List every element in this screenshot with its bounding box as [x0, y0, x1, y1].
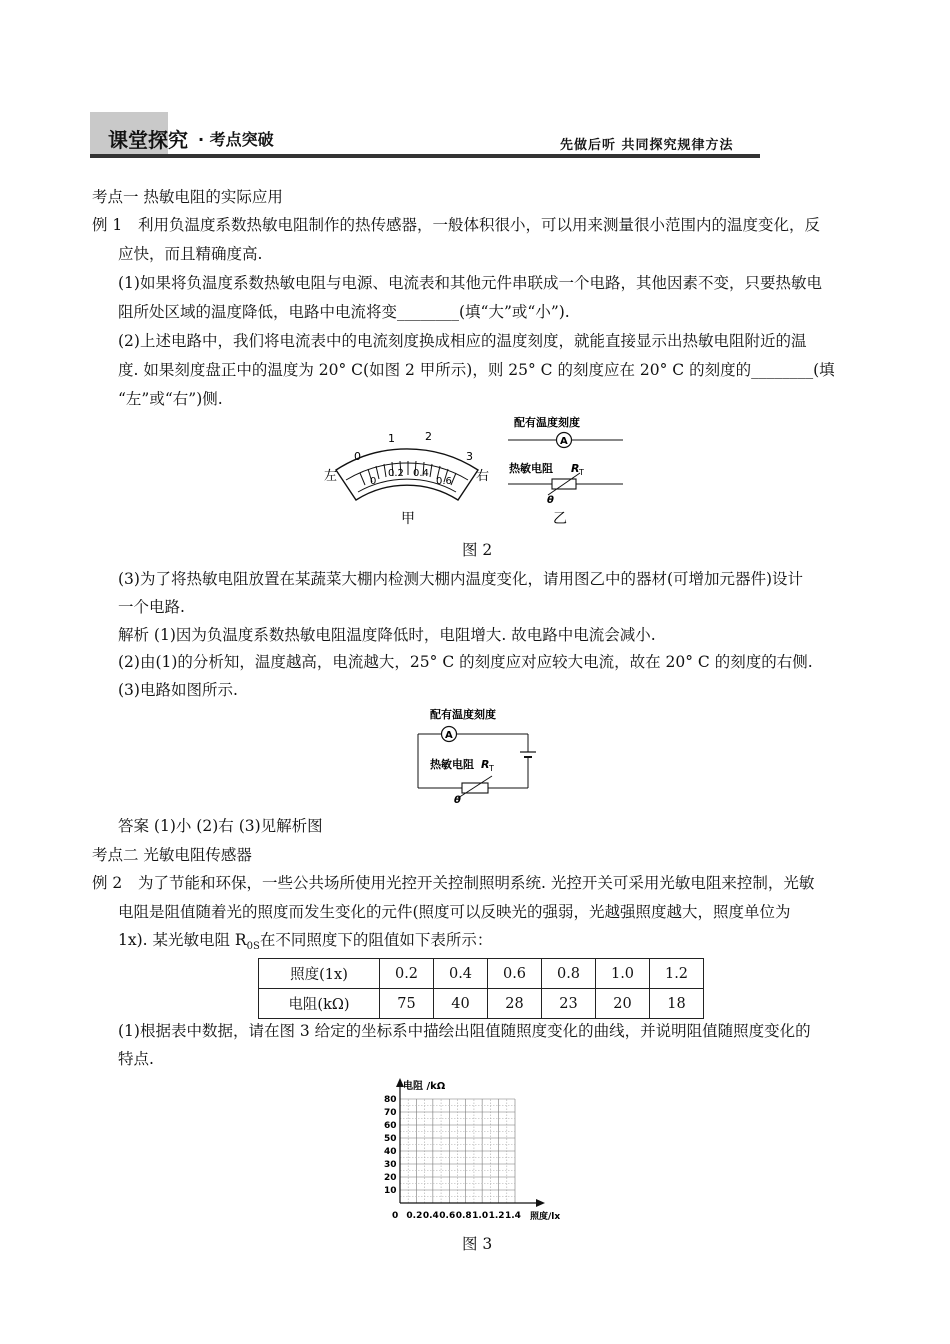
- table-cell: 75: [380, 989, 434, 1019]
- y-tick-label: 10: [384, 1186, 397, 1196]
- table-cell: 40: [434, 989, 488, 1019]
- question1-line1: (1)如果将负温度系数热敏电阻与电源、电流表和其他元件串联成一个电路，其他因素不变，只要热敏电: [118, 274, 822, 292]
- table-cell: 1.2: [650, 959, 704, 989]
- analysis-line2: (2)由(1)的分析知，温度越高，电流越大，25° C 的刻度应对应较大电流，故在 20° C 的刻度的右侧.: [118, 653, 813, 671]
- x-tick-label: 1.2: [488, 1211, 505, 1221]
- question3-line1: (3)为了将热敏电阻放置在某蔬菜大棚内检测大棚内温度变化，请用图乙中的器材(可增加元器件)设计: [118, 570, 804, 588]
- y-tick-label: 50: [384, 1134, 397, 1144]
- figure-2b-label: 乙: [553, 511, 567, 527]
- x-tick-label: 1.0: [472, 1211, 489, 1221]
- circuit-resistor-symbol: R: [481, 758, 490, 771]
- grid-lines: [400, 1099, 515, 1203]
- table-cell: 0.2: [380, 959, 434, 989]
- header-subtitle: [198, 127, 274, 150]
- x-tick-label: 0.6: [439, 1211, 456, 1221]
- question1-line2: 阻所处区域的温度降低，电路中电流将变________(填“大”或“小”).: [118, 303, 570, 321]
- x-tick-label: 0.4: [422, 1211, 439, 1221]
- meter-scale-label: 配有温度刻度: [514, 416, 580, 429]
- question3-line2: 一个电路.: [118, 598, 185, 616]
- example2-line3-rest: 在不同照度下的阻值如下表所示：: [259, 931, 493, 949]
- header-rule: [90, 154, 760, 158]
- table-cell: 28: [488, 989, 542, 1019]
- table-cell: 1.0: [596, 959, 650, 989]
- analysis-line1: 解析 (1)因为负温度系数热敏电阻温度降低时，电阻增大. 故电路中电流会减小.: [118, 626, 656, 644]
- example2-label: 例 2: [92, 874, 123, 892]
- x-tick-label: 0.8: [455, 1211, 472, 1221]
- example2-line2: 电阻是阻值随着光的照度而发生变化的元件(照度可以反映光的强弱，光越强照度越大，照度单位为: [118, 903, 791, 921]
- question2-line1: (2)上述电路中，我们将电流表中的电流刻度换成相应的温度刻度，就能直接显示出热敏电阻附近的温: [118, 332, 807, 350]
- example2-line3-text: 1x). 某光敏电阻 R: [118, 931, 247, 949]
- analysis-line3: (3)电路如图所示.: [118, 681, 238, 699]
- figure-2-caption: 图 2: [462, 541, 493, 559]
- meter-inner-tick-0: 0: [370, 476, 377, 487]
- table-cell: 23: [542, 989, 596, 1019]
- table-cell: 照度(1x): [259, 959, 380, 989]
- section2-title: 考点二 光敏电阻传感器: [92, 846, 252, 864]
- x-tick-labels: [392, 1211, 521, 1221]
- circuit-meter-label: 配有温度刻度: [430, 708, 496, 721]
- question2-1-line2: 特点.: [118, 1050, 154, 1068]
- header-right-text: 先做后听 共同探究规律方法: [560, 138, 734, 153]
- figure-3-caption: 图 3: [462, 1235, 493, 1253]
- circuit-thermistor-icon: [462, 783, 488, 793]
- y-tick-label: 30: [384, 1160, 397, 1170]
- header-title-text: 课堂探究: [108, 128, 188, 152]
- x-tick-label: 0: [392, 1211, 399, 1221]
- meter-inner-tick-1: 0.2: [388, 468, 404, 479]
- table-cell: 0.8: [542, 959, 596, 989]
- x-tick-label: 0.2: [406, 1211, 423, 1221]
- meter-outer-tick-2: 2: [425, 430, 432, 443]
- x-tick-label: 1.4: [505, 1211, 521, 1221]
- example1-line2: 应快，而且精确度高.: [118, 245, 263, 263]
- meter-right-label: 右: [476, 469, 490, 484]
- answer-line: 答案 (1)小 (2)右 (3)见解析图: [118, 817, 323, 835]
- circuit-resistor-subscript: T: [489, 764, 494, 773]
- example2-line3: [118, 930, 492, 957]
- y-tick-labels: [384, 1095, 397, 1196]
- meter-outer-tick-0: 0: [354, 450, 361, 463]
- x-axis-arrow-icon: [536, 1199, 545, 1207]
- example2-line1: 为了节能和环保，一些公共场所使用光控开关控制照明系统. 光控开关可采用光敏电阻来控制，光敏: [138, 874, 815, 892]
- header-title: [108, 124, 188, 153]
- example2-line3-subscript: 0S: [246, 941, 260, 953]
- table-cell: 18: [650, 989, 704, 1019]
- table-row: [259, 989, 704, 1019]
- thermistor-label: 热敏电阻: [509, 462, 553, 475]
- table-cell: 电阻(kΩ): [259, 989, 380, 1019]
- table-cell: 0.4: [434, 959, 488, 989]
- y-tick-label: 70: [384, 1108, 397, 1118]
- x-axis-label: 照度/lx: [530, 1212, 561, 1222]
- question2-line3: “左”或“右”)侧.: [118, 390, 223, 408]
- meter-inner-tick-2: 0.4: [413, 468, 429, 479]
- y-axis-label: 电阻 /kΩ: [403, 1081, 446, 1092]
- y-tick-label: 80: [384, 1095, 397, 1105]
- components-diagram: [508, 415, 623, 506]
- header-separator: ·: [198, 130, 205, 149]
- example1-label: 例 1: [92, 216, 123, 234]
- resistor-symbol: R: [571, 462, 580, 475]
- meter-inner-tick-3: 0.6: [436, 476, 452, 487]
- question2-line2: 度. 如果刻度盘正中的温度为 20° C(如图 2 甲所示)，则 25° C 的刻度应在 20° C 的刻度的________(填: [118, 361, 835, 379]
- example1-line1: 利用负温度系数热敏电阻制作的热传感器，一般体积很小，可以用来测量很小范围内的温度变化，反: [138, 216, 821, 234]
- meter-dial: [324, 430, 489, 500]
- meter-left-label: 左: [324, 469, 338, 484]
- table-cell: 0.6: [488, 959, 542, 989]
- question2-1-line1: (1)根据表中数据，请在图 3 给定的坐标系中描绘出阻值随照度变化的曲线，并说明阻值随照度变化的: [118, 1022, 811, 1040]
- y-tick-label: 40: [384, 1147, 397, 1157]
- circuit-ammeter-symbol: A: [445, 730, 453, 741]
- circuit-thermistor-label: 热敏电阻: [430, 758, 474, 771]
- resistance-table: [258, 958, 704, 1019]
- figure-2: [318, 410, 638, 535]
- y-tick-label: 60: [384, 1121, 397, 1131]
- table-cell: 20: [596, 989, 650, 1019]
- meter-outer-tick-1: 1: [388, 432, 395, 445]
- figure-2a-label: 甲: [401, 511, 415, 527]
- circuit-theta-symbol: θ: [454, 795, 461, 804]
- y-tick-label: 20: [384, 1173, 397, 1183]
- resistor-subscript: T: [579, 468, 584, 477]
- figure-3-grid: [360, 1075, 580, 1225]
- answer-circuit: [410, 704, 560, 804]
- ammeter-symbol: A: [560, 436, 568, 447]
- section1-title: 考点一 热敏电阻的实际应用: [92, 188, 283, 206]
- table-row: [259, 959, 704, 989]
- meter-outer-tick-3: 3: [466, 450, 473, 463]
- header-subtitle-text: 考点突破: [209, 130, 274, 149]
- theta-symbol: θ: [547, 495, 554, 506]
